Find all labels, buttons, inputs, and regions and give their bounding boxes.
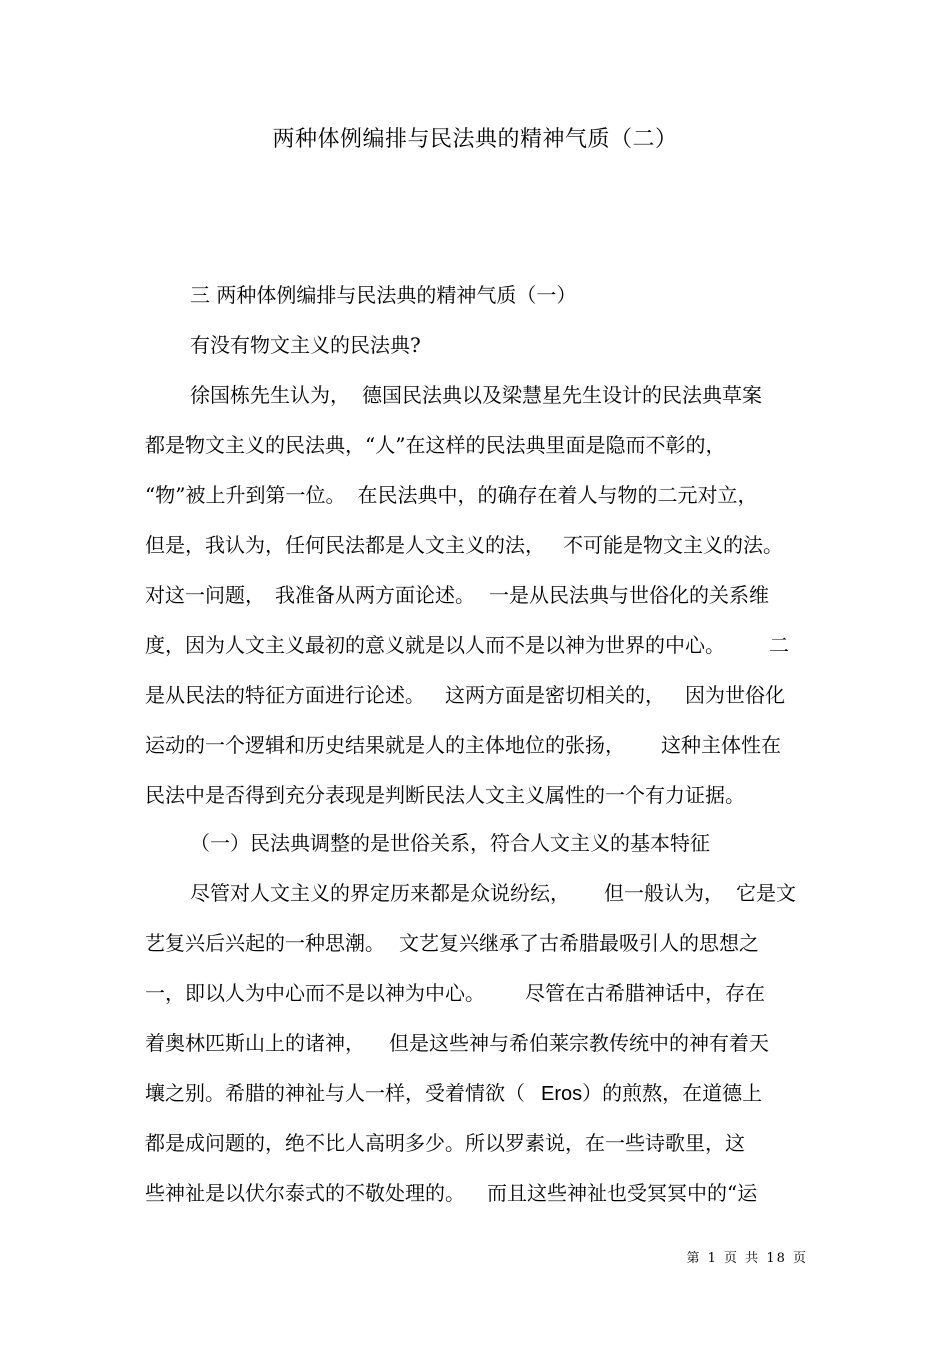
text-segment: 度，因为人文主义最初的意义就是以人而不是以神为世界的中心。 — [145, 633, 725, 657]
text-segment: 一是从民法典与世俗化的关系维 — [489, 583, 769, 607]
text-segment: 但是这些神与希伯莱宗教传统中的神有着天 — [389, 1031, 769, 1055]
text-segment: 尽管对人文主义的界定历来都是众说纷纭， — [190, 881, 570, 905]
text-segment: 些神祉是以伏尔泰式的不敬处理的。 — [145, 1181, 465, 1205]
text-segment: 德国民法典以及梁慧星先生设计的民法典草案 — [362, 383, 762, 407]
text-segment: 尽管在古希腊神话中，存在 — [525, 981, 765, 1005]
paragraph-line — [190, 380, 762, 410]
paragraph-line — [145, 1128, 745, 1158]
paragraph-line — [145, 580, 769, 610]
paragraph-line — [145, 1178, 757, 1208]
section-heading — [190, 280, 576, 310]
document-title: 两种体例编排与民法典的精神气质（二） — [272, 127, 678, 152]
text-segment: （一）民法典调整的是世俗关系，符合人文主义的基本特征 — [190, 831, 710, 855]
text-segment: 对这一问题， — [145, 583, 265, 607]
paragraph-line — [145, 780, 745, 810]
text-segment: Eros）的煎熬，在道德上 — [541, 1083, 763, 1105]
text-segment: 但是，我认为，任何民法都是人文主义的法， — [145, 533, 545, 557]
text-segment: 一，即以人为中心而不是以神为中心。 — [145, 981, 485, 1005]
paragraph-line — [145, 630, 789, 660]
text-segment: 都是物文主义的民法典，“人”在这样的民法典里面是隐而不彰的， — [145, 433, 726, 457]
text-segment: 在民法典中，的确存在着人与物的二元对立， — [357, 483, 758, 507]
paragraph-line — [145, 978, 765, 1008]
text-segment: 有没有物文主义的民法典? — [190, 333, 421, 357]
paragraph-line — [145, 530, 783, 560]
page-number: 第 1 页 共 18 页 — [686, 1251, 808, 1266]
text-segment: 二 — [769, 633, 789, 657]
paragraph-line — [190, 878, 796, 908]
text-segment: 这种主体性在 — [661, 733, 781, 757]
text-segment: “物”被上升到第一位。 — [145, 483, 346, 507]
paragraph-line — [145, 1028, 769, 1058]
text-segment: 文艺复兴继承了古希腊最吸引人的思想之 — [399, 931, 759, 955]
paragraph-line — [190, 330, 421, 360]
text-segment: 因为世俗化 — [685, 683, 785, 707]
paragraph-line — [145, 430, 725, 460]
paragraph-line — [145, 928, 759, 958]
paragraph-line — [145, 730, 781, 760]
text-segment: 这两方面是密切相关的， — [445, 683, 665, 707]
paragraph-line — [145, 680, 785, 710]
text-segment: 壤之别。希腊的神祉与人一样，受着情欲（ — [145, 1081, 525, 1105]
text-segment: 都是成问题的，绝不比人高明多少。所以罗素说，在一些诗歌里，这 — [145, 1131, 745, 1155]
text-segment: 我准备从两方面论述。 — [275, 583, 475, 607]
text-segment: 徐国栋先生认为， — [190, 383, 350, 407]
paragraph-line — [145, 480, 757, 510]
paragraph-line — [145, 1078, 762, 1109]
text-segment: 着奥林匹斯山上的诸神， — [145, 1031, 365, 1055]
text-segment: 而且这些神祉也受冥冥中的“运 — [487, 1181, 758, 1205]
text-segment: 民法中是否得到充分表现是判断民法人文主义属性的一个有力证据。 — [145, 783, 745, 807]
text-segment: 艺复兴后兴起的一种思潮。 — [145, 931, 385, 955]
text-segment: 它是文 — [736, 881, 796, 905]
text-segment: 不可能是物文主义的法。 — [563, 533, 783, 557]
text-segment: 是从民法的特征方面进行论述。 — [145, 683, 425, 707]
text-segment: 运动的一个逻辑和历史结果就是人的主体地位的张扬， — [145, 733, 625, 757]
text-segment: 三 两种体例编排与民法典的精神气质（一） — [190, 283, 577, 307]
text-segment: 但一般认为， — [604, 881, 724, 905]
subsection-heading — [190, 828, 710, 858]
